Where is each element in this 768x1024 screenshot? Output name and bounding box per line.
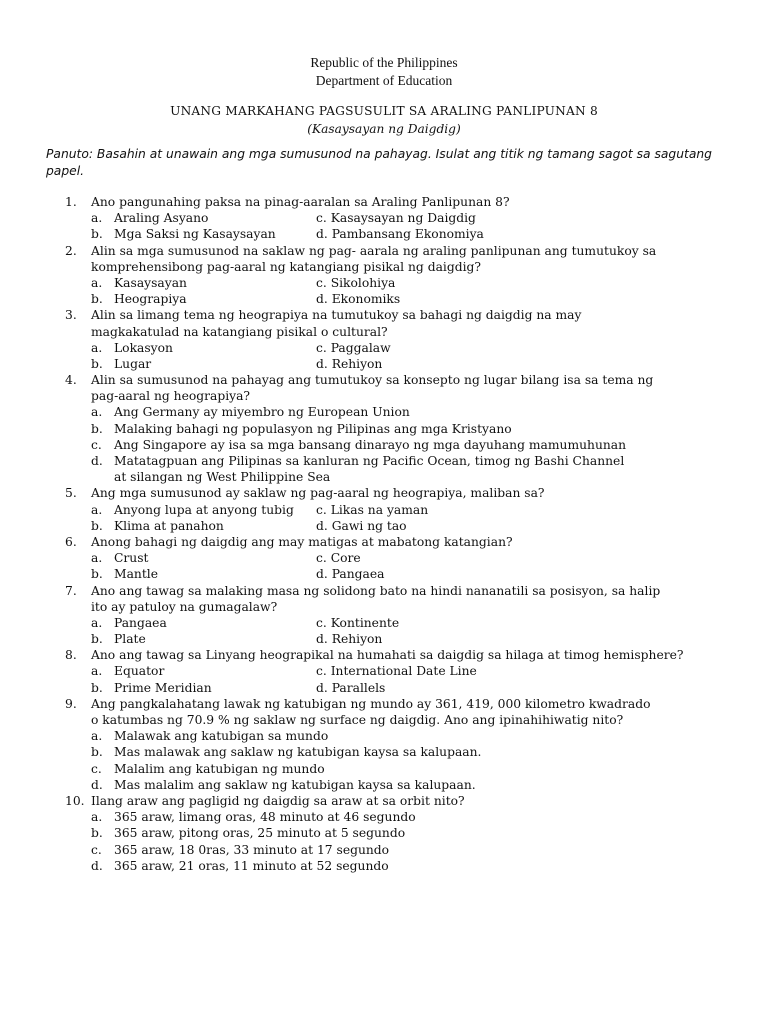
question-text: Alin sa limang tema ng heograpiya na tumutukoy sa bahagi ng daigdig na may: [91, 308, 582, 323]
choice-text: Heograpiya: [114, 292, 187, 307]
choice-line: [46, 761, 736, 777]
choice-text: Prime Meridian: [114, 680, 212, 695]
choice-letter: b.: [91, 421, 103, 436]
choice-text: d. Pangaea: [316, 567, 385, 582]
choice-letter: b.: [91, 518, 103, 533]
choice-line: [46, 404, 736, 420]
choice-row: [46, 680, 736, 696]
choice-text: c. International Date Line: [316, 664, 477, 679]
choice-letter: b.: [91, 680, 103, 695]
question-number: 6.: [65, 534, 77, 549]
question-number: 10.: [65, 793, 85, 808]
exam-subtitle: (Kasaysayan ng Daigdig): [307, 122, 461, 136]
question-number: 7.: [65, 583, 77, 598]
choice-letter: b.: [91, 227, 103, 242]
choice-letter: a.: [91, 615, 103, 630]
choice-line: [46, 421, 736, 437]
question-item: [46, 583, 736, 648]
question-text: Ano pangunahing paksa na pinag-aaralan sa Araling Panlipunan 8?: [91, 195, 510, 209]
choice-text: Lugar: [114, 356, 152, 371]
choice-letter: b.: [91, 745, 103, 760]
choice-line: [46, 744, 736, 760]
choice-text: Ang Singapore ay isa sa mga bansang dinarayo ng mga dayuhang mamumuhunan: [114, 437, 627, 452]
choice-letter: b.: [91, 567, 103, 582]
question-item: [46, 194, 736, 243]
choice-row: [46, 566, 736, 582]
choice-line: [46, 777, 736, 793]
choice-text: d. Pambansang Ekonomiya: [316, 227, 484, 242]
choice-text: c. Kasaysayan ng Daigdig: [316, 211, 476, 226]
question-item: [46, 647, 736, 696]
choice-row: [46, 615, 736, 631]
choice-text: Crust: [114, 551, 149, 566]
choice-line: [46, 809, 736, 825]
question-stem-line: [46, 307, 736, 323]
choice-row: [46, 502, 736, 518]
question-item: [46, 485, 736, 534]
choice-text: Pangaea: [114, 615, 167, 630]
choice-row: [46, 550, 736, 566]
choice-text: c. Paggalaw: [316, 340, 391, 355]
question-stem-line: [46, 696, 736, 712]
question-number: 9.: [65, 696, 77, 711]
choice-letter: a.: [91, 810, 103, 825]
question-number: 3.: [65, 308, 77, 323]
question-number: 2.: [65, 243, 77, 258]
choice-letter: c.: [91, 842, 102, 857]
choice-text: Matatagpuan ang Pilipinas sa kanluran ng Pacific Ocean, timog ng Bashi Channel: [114, 454, 625, 468]
choice-letter: a.: [91, 664, 103, 679]
choice-letter: d.: [91, 858, 103, 873]
choice-row: [46, 226, 736, 242]
question-item: [46, 372, 736, 485]
choice-text: Araling Asyano: [114, 211, 209, 226]
question-stem-line: [46, 534, 736, 550]
choice-line: [46, 469, 736, 485]
choice-line: [46, 437, 736, 453]
choice-text: c. Sikolohiya: [316, 275, 396, 290]
choice-letter: b.: [91, 292, 103, 307]
question-text: magkakatulad na katangiang pisikal o cultural?: [91, 324, 388, 339]
choice-text: 365 araw, 18 0ras, 33 minuto at 17 segundo: [114, 842, 390, 857]
choice-line: [46, 825, 736, 841]
choice-text: 365 araw, pitong oras, 25 minuto at 5 segundo: [114, 826, 406, 841]
choice-text: Kasaysayan: [114, 275, 187, 290]
choice-text: c. Kontinente: [316, 615, 400, 630]
choice-letter: a.: [91, 405, 103, 420]
question-stem-line: [46, 485, 736, 501]
question-text: komprehensibong pag-aaral ng katangiang pisikal ng daigdig?: [91, 259, 481, 274]
instructions: Panuto: Basahin at unawain ang mga sumusunod na pahayag. Isulat ang titik ng tamang sagot sa sagutang papel.: [46, 147, 712, 178]
choice-text: Mas malalim ang saklaw ng katubigan kaysa sa kalupaan.: [114, 777, 476, 792]
choice-text: c. Likas na yaman: [316, 502, 429, 517]
question-text: Ilang araw ang pagligid ng daigdig sa araw at sa orbit nito?: [91, 793, 465, 808]
choice-text: Malalim ang katubigan ng mundo: [114, 761, 325, 776]
question-item: [46, 534, 736, 583]
choice-row: [46, 291, 736, 307]
question-text: Ang pangkalahatang lawak ng katubigan ng mundo ay 361, 419, 000 kilometro kwadrado: [91, 696, 651, 711]
question-number: 4.: [65, 373, 77, 388]
choice-row: [46, 631, 736, 647]
question-stem-line: [46, 243, 736, 259]
choice-line: [46, 842, 736, 858]
choice-line: [46, 453, 736, 469]
question-item: [46, 696, 736, 793]
choice-text: Malaking bahagi ng populasyon ng Pilipinas ang mga Kristyano: [114, 421, 512, 436]
choice-letter: a.: [91, 502, 103, 517]
question-text: ito ay patuloy na gumagalaw?: [91, 599, 278, 614]
question-item: [46, 793, 736, 874]
choice-text: 365 araw, 21 oras, 11 minuto at 52 segundo: [114, 858, 389, 873]
question-number: 8.: [65, 648, 77, 663]
choice-text: d. Rehiyon: [316, 356, 383, 371]
choice-letter: d.: [91, 454, 103, 468]
choice-text: Mas malawak ang saklaw ng katubigan kaysa sa kalupaan.: [114, 745, 482, 760]
question-stem-line: [46, 259, 736, 275]
question-stem-line: [46, 583, 736, 599]
choice-letter: d.: [91, 777, 103, 792]
choice-text: Mantle: [114, 567, 158, 582]
question-item: [46, 307, 736, 372]
choice-text: c. Core: [316, 551, 361, 566]
choice-letter: b.: [91, 826, 103, 841]
question-text: Anong bahagi ng daigdig ang may matigas at mabatong katangian?: [91, 534, 513, 549]
choice-text: Equator: [114, 664, 165, 679]
question-text: o katumbas ng 70.9 % ng saklaw ng surface ng daigdig. Ano ang ipinahihiwatig nito?: [91, 713, 624, 727]
question-stem-line: [46, 388, 736, 404]
choice-letter: a.: [91, 340, 103, 355]
choice-text: d. Parallels: [316, 680, 386, 695]
header-department: Department of Education: [315, 73, 453, 88]
question-stem-line: [46, 793, 736, 809]
choice-text: Plate: [114, 632, 146, 647]
choice-text: at silangan ng West Philippine Sea: [114, 470, 331, 485]
question-stem-line: [46, 194, 736, 210]
question-item: [46, 243, 736, 308]
choice-text: Malawak ang katubigan sa mundo: [114, 729, 329, 744]
choice-row: [46, 210, 736, 226]
question-text: Alin sa sumusunod na pahayag ang tumutukoy sa konsepto ng lugar bilang isa sa tema ng: [91, 373, 654, 388]
choice-letter: a.: [91, 729, 103, 744]
choice-row: [46, 356, 736, 372]
choice-row: [46, 340, 736, 356]
question-text: Alin sa mga sumusunod na saklaw ng pag- aarala ng araling panlipunan ang tumutukoy sa: [91, 243, 657, 258]
question-stem-line: [46, 324, 736, 340]
choice-letter: a.: [91, 551, 103, 566]
choice-letter: c.: [91, 761, 102, 776]
question-text: Ano ang tawag sa malaking masa ng solidong bato na hindi nananatili sa posisyon, sa halip: [91, 583, 661, 598]
choice-letter: a.: [91, 211, 103, 226]
choice-line: [46, 858, 736, 874]
choice-text: Anyong lupa at anyong tubig: [114, 502, 294, 517]
choice-letter: b.: [91, 632, 103, 647]
header-republic: Republic of the Philippines: [310, 55, 458, 70]
choice-text: Mga Saksi ng Kasaysayan: [114, 227, 276, 242]
question-stem-line: [46, 712, 736, 728]
question-number: 5.: [65, 486, 77, 501]
question-list: [46, 194, 736, 874]
choice-text: d. Gawi ng tao: [316, 518, 407, 533]
question-text: pag-aaral ng heograpiya?: [91, 389, 251, 404]
choice-letter: a.: [91, 275, 103, 290]
choice-text: Klima at panahon: [114, 518, 224, 533]
question-stem-line: [46, 647, 736, 663]
choice-text: d. Rehiyon: [316, 632, 383, 647]
choice-text: Lokasyon: [114, 340, 173, 355]
choice-letter: c.: [91, 437, 102, 452]
choice-line: [46, 728, 736, 744]
choice-text: d. Ekonomiks: [316, 292, 401, 307]
question-text: Ang mga sumusunod ay saklaw ng pag-aaral ng heograpiya, maliban sa?: [91, 486, 545, 501]
choice-letter: b.: [91, 356, 103, 371]
question-number: 1.: [65, 195, 77, 209]
question-stem-line: [46, 599, 736, 615]
question-text: Ano ang tawag sa Linyang heograpikal na humahati sa daigdig sa hilaga at timog hemisphere?: [91, 648, 684, 663]
choice-row: [46, 663, 736, 679]
choice-row: [46, 518, 736, 534]
choice-text: Ang Germany ay miyembro ng European Union: [114, 405, 410, 420]
document-header: [0, 54, 768, 138]
choice-text: 365 araw, limang oras, 48 minuto at 46 segundo: [114, 810, 416, 825]
exam-title: UNANG MARKAHANG PAGSUSULIT SA ARALING PANLIPUNAN 8: [170, 104, 598, 118]
question-stem-line: [46, 372, 736, 388]
choice-row: [46, 275, 736, 291]
